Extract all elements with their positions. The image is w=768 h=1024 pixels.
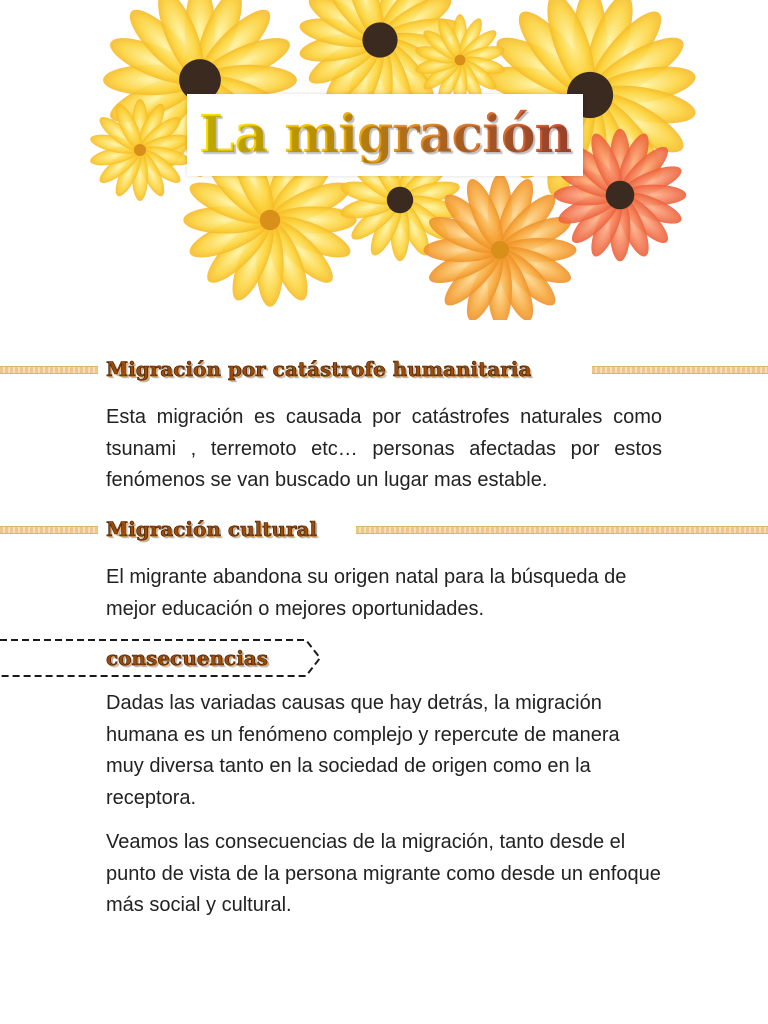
heading-text: Migración cultural <box>106 517 318 541</box>
heading-rule-right <box>592 366 768 374</box>
paragraph-consecuencias-2: Veamos las consecuencias de la migración, tanto desde el punto de vista de la persona migrante como desde un enfoque más social y cultural. <box>106 831 661 916</box>
heading-text: consecuencias <box>106 646 269 670</box>
heading-text: Migración por catástrofe humanitaria <box>106 357 532 381</box>
page-title: La migración <box>187 94 583 176</box>
section-heading-cultural <box>0 512 768 546</box>
paragraph-catastrofe: Esta migración es causada por catástrofes naturales como tsunami , terremoto etc… personas afectadas por estos fenómenos se van buscado un lugar mas estable. <box>106 406 662 491</box>
heading-rule-left <box>0 526 98 534</box>
section-heading-catastrofe <box>0 352 768 386</box>
heading-rule-right <box>356 526 768 534</box>
heading-rule-left <box>0 366 98 374</box>
flower-icon <box>424 174 577 321</box>
paragraph-consecuencias-1: Dadas las variadas causas que hay detrás, la migración humana es un fenómeno complejo y repercute de manera muy diversa tanto en la sociedad de origen como en la receptora. <box>106 692 620 809</box>
section-heading-consecuencias <box>0 641 768 675</box>
title-box <box>187 94 583 176</box>
paragraph-cultural: El migrante abandona su origen natal para la búsqueda de mejor educación o mejores oportunidades. <box>106 566 627 620</box>
